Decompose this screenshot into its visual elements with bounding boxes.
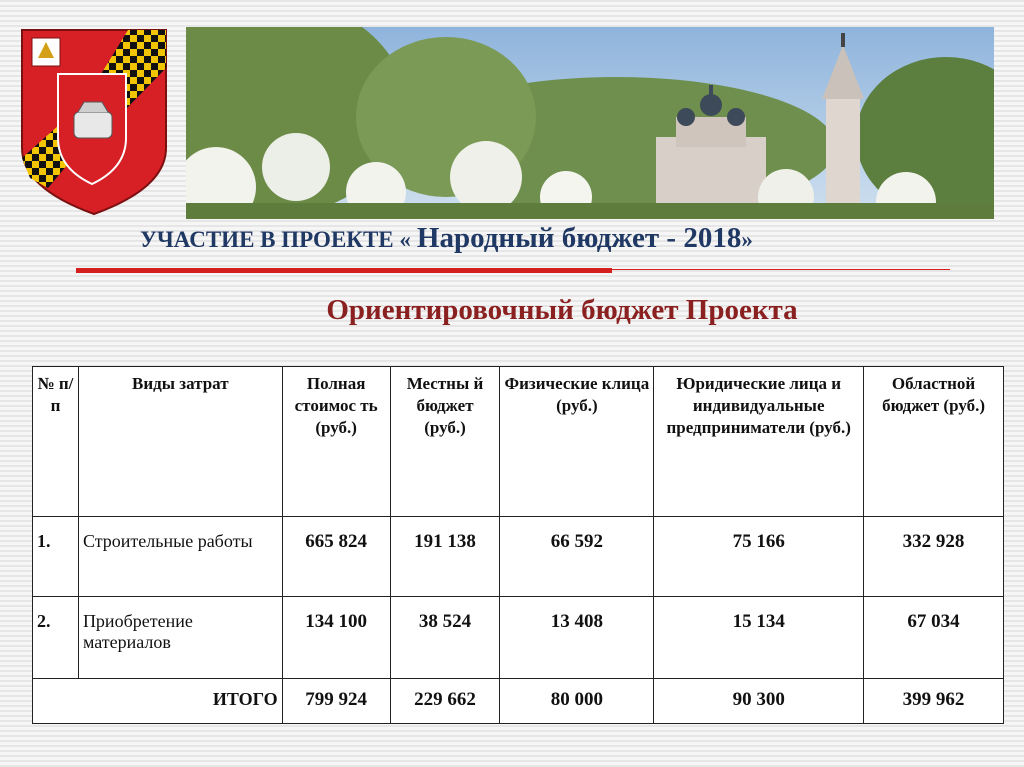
landscape-photo-icon (186, 27, 994, 219)
header-local-budget: Местны й бюджет (руб.) (390, 367, 500, 517)
title-prefix: УЧАСТИЕ В ПРОЕКТЕ « (140, 227, 411, 252)
row-value: 665 824 (282, 517, 390, 597)
row-value: 66 592 (500, 517, 654, 597)
header-legal-entities: Юридические лица и индивидуальные предприниматели (руб.) (654, 367, 864, 517)
total-value: 80 000 (500, 679, 654, 724)
row-value: 332 928 (864, 517, 1004, 597)
church-landscape-photo (186, 27, 994, 219)
coat-of-arms-emblem (18, 28, 170, 216)
table-row (33, 597, 1004, 679)
header-regional-budget: Областной бюджет (руб.) (864, 367, 1004, 517)
row-value: 134 100 (282, 597, 390, 679)
emblem-shield-icon (18, 28, 170, 216)
title-suffix: » (741, 227, 753, 252)
table-header-row (33, 367, 1004, 517)
total-value: 229 662 (390, 679, 500, 724)
title-main: Народный бюджет - 2018 (416, 222, 742, 254)
header-individuals: Физические клица (руб.) (500, 367, 654, 517)
row-name: Строительные работы (78, 517, 282, 597)
total-label: ИТОГО (33, 679, 283, 724)
table-total-row (33, 679, 1004, 724)
table-row (33, 517, 1004, 597)
row-value: 15 134 (654, 597, 864, 679)
header-cost-type: Виды затрат (78, 367, 282, 517)
header-index: № п/ п (33, 367, 79, 517)
title-underline-thin (612, 269, 950, 270)
row-value: 75 166 (654, 517, 864, 597)
total-value: 399 962 (864, 679, 1004, 724)
row-index: 1. (33, 517, 79, 597)
row-name: Приобретение материалов (78, 597, 282, 679)
row-value: 13 408 (500, 597, 654, 679)
total-value: 799 924 (282, 679, 390, 724)
page-subtitle: Ориентировочный бюджет Проекта (326, 294, 798, 326)
total-value: 90 300 (654, 679, 864, 724)
row-value: 191 138 (390, 517, 500, 597)
row-value: 67 034 (864, 597, 1004, 679)
row-index: 2. (33, 597, 79, 679)
header-total-cost: Полная стоимос ть (руб.) (282, 367, 390, 517)
budget-table (32, 366, 1004, 724)
title-underline-thick (76, 268, 612, 273)
page-title (140, 222, 940, 262)
row-value: 38 524 (390, 597, 500, 679)
